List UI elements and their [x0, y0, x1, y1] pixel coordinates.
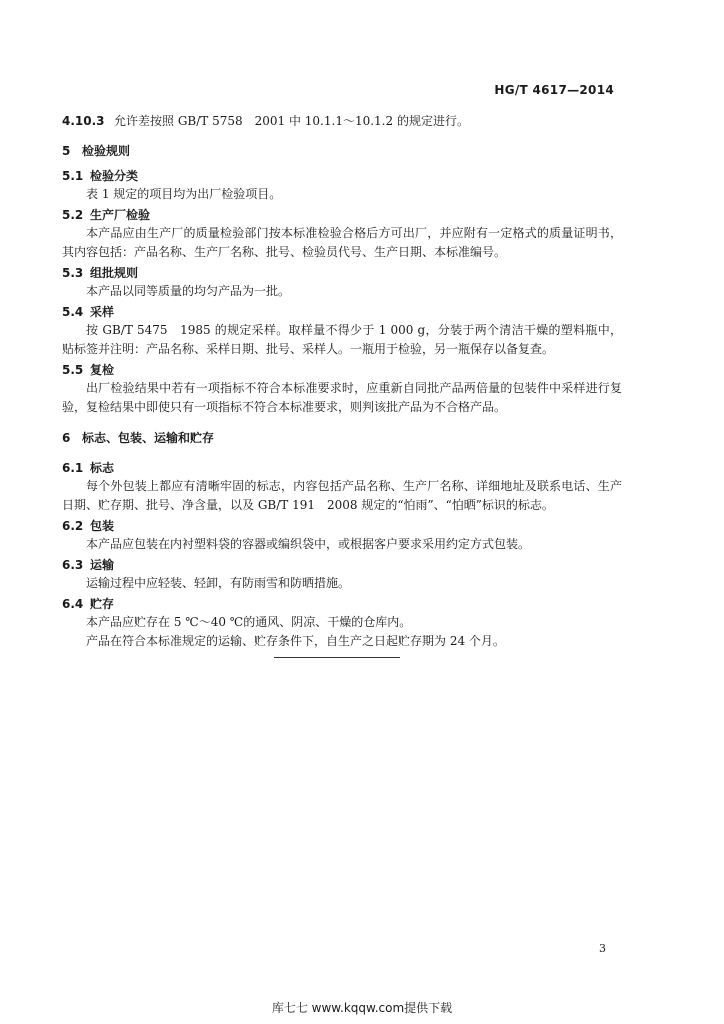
section-6-heading	[62, 429, 622, 447]
clause-4-10-3	[62, 112, 622, 130]
section-6-2-paragraph: 本产品应包装在内衬塑料袋的容器或编织袋中，或根据客户要求采用约定方式包装。	[86, 537, 531, 551]
section-5-5-paragraph: 出厂检验结果中若有一项指标不符合本标准要求时，应重新自同批产品两倍量的包装件中采样进行复验，复检结果中即使只有一项指标不符合本标准要求，则判该批产品为不合格产品。	[62, 381, 622, 414]
section-5-4-paragraph: 按 GB/T 5475 1985 的规定采样。取样量不得少于 1 000 g，分装于两个清洁干燥的塑料瓶中，贴标签并注明：产品名称、采样日期、批号、采样人。一瓶用于检验，另一瓶保存以备复查。	[62, 323, 622, 356]
section-number: 6	[62, 431, 71, 445]
download-footer: 库七七 www.kqqw.com提供下载	[271, 1001, 453, 1015]
section-title: 包装	[90, 519, 115, 533]
section-5-heading	[62, 142, 622, 160]
section-5-1-paragraph: 表 1 规定的项目均为出厂检验项目。	[86, 187, 282, 201]
section-number: 5.1	[62, 169, 84, 183]
section-5-2-paragraph: 本产品应由生产厂的质量检验部门按本标准检验合格后方可出厂，并应附有一定格式的质量证明书，其内容包括：产品名称、生产厂名称、批号、检验员代号、生产日期、本标准编号。	[62, 226, 622, 259]
standard-code: HG/T 4617—2014	[494, 83, 614, 97]
section-5-1-heading	[62, 167, 622, 185]
section-number: 5.2	[62, 208, 84, 222]
clause-text: 允许差按照 GB/T 5758 2001 中 10.1.1～10.1.2 的规定进行。	[114, 114, 469, 128]
section-5-2-heading	[62, 206, 622, 224]
section-title: 检验分类	[90, 169, 139, 183]
section-number: 6.4	[62, 597, 84, 611]
section-6-4-paragraph-2: 产品在符合本标准规定的运输、贮存条件下，自生产之日起贮存期为 24 个月。	[86, 634, 505, 648]
section-5-3-heading	[62, 264, 622, 282]
section-5-3-paragraph: 本产品以同等质量的均匀产品为一批。	[86, 284, 291, 298]
section-number: 6.1	[62, 461, 84, 475]
section-number: 6.2	[62, 519, 84, 533]
section-6-1-heading	[62, 459, 622, 477]
section-title: 运输	[90, 558, 115, 572]
document-body	[62, 112, 622, 651]
section-6-3-paragraph: 运输过程中应轻装、轻卸，有防雨雪和防晒措施。	[86, 576, 351, 590]
section-6-3-heading	[62, 556, 622, 574]
section-number: 5	[62, 144, 71, 158]
page-number: 3	[599, 942, 606, 955]
section-title: 复检	[90, 363, 115, 377]
section-title: 生产厂检验	[90, 208, 151, 222]
section-title: 标志、包装、运输和贮存	[82, 431, 215, 445]
section-6-1-paragraph: 每个外包装上都应有清晰牢固的标志，内容包括产品名称、生产厂名称、详细地址及联系电话、生产日期、贮存期、批号、净含量，以及 GB/T 191 2008 规定的“怕雨”、“怕晒”标识的标志。	[62, 479, 622, 512]
section-number: 5.4	[62, 305, 84, 319]
section-title: 标志	[90, 461, 115, 475]
section-number: 6.3	[62, 558, 84, 572]
end-divider	[274, 657, 400, 658]
section-6-4-heading	[62, 595, 622, 613]
section-title: 采样	[90, 305, 115, 319]
section-5-4-heading	[62, 303, 622, 321]
section-5-5-heading	[62, 361, 622, 379]
section-number: 5.3	[62, 266, 84, 280]
section-6-2-heading	[62, 517, 622, 535]
section-number: 5.5	[62, 363, 84, 377]
section-title: 贮存	[90, 597, 115, 611]
section-6-4-paragraph-1: 本产品应贮存在 5 ℃～40 ℃的通风、阴凉、干燥的仓库内。	[86, 615, 412, 629]
section-title: 组批规则	[90, 266, 139, 280]
section-title: 检验规则	[82, 144, 131, 158]
clause-number: 4.10.3	[62, 114, 105, 128]
